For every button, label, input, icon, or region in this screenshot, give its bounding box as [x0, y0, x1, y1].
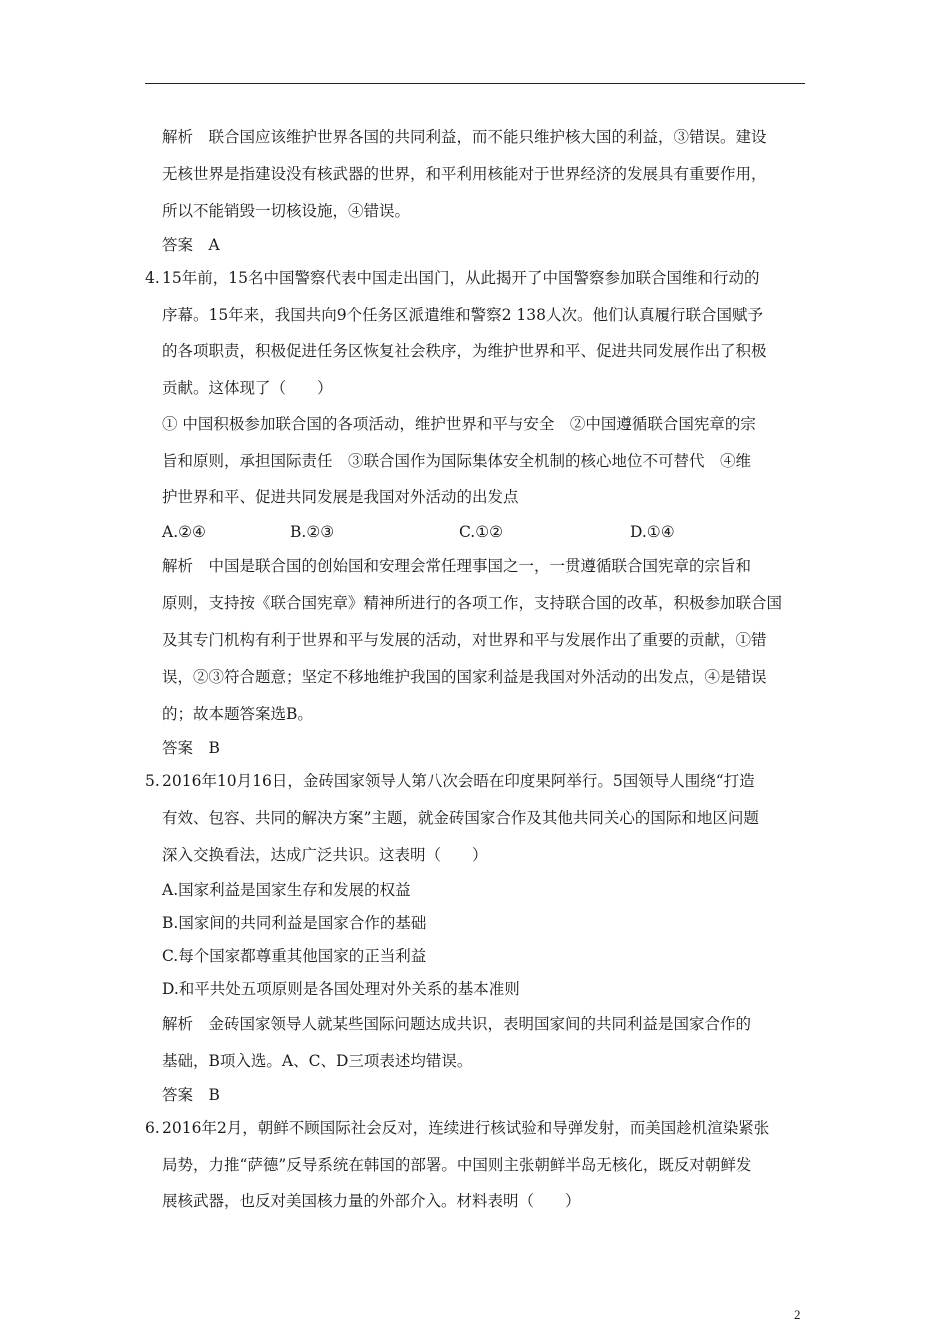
q4-statement-line-1: ① 中国积极参加联合国的各项活动，维护世界和平与安全 ②中国遵循联合国宪章的宗 [162, 415, 756, 433]
q4-statement-line-3: 护世界和平、促进共同发展是我国对外活动的出发点 [162, 488, 519, 506]
q4-statement-line-2: 旨和原则，承担国际责任 ③联合国作为国际集体安全机制的核心地位不可替代 ④维 [162, 452, 752, 470]
q4-stem-line-1: 15年前，15名中国警察代表中国走出国门，从此揭开了中国警察参加联合国维和行动的 [162, 269, 760, 287]
q4-stem-line-2: 序幕。15年来，我国共向9个任务区派遣维和警察2 138人次。他们认真履行联合国赋予 [162, 306, 763, 324]
q5-option-c: C.每个国家都尊重其他国家的正当利益 [162, 947, 427, 965]
q5-analysis-line-2: 基础，B项入选。A、C、D三项表述均错误。 [162, 1052, 473, 1070]
q3-analysis-line-1: 解析 联合国应该维护世界各国的共同利益，而不能只维护核大国的利益，③错误。建设 [162, 128, 767, 146]
q4-analysis-line-1: 解析 中国是联合国的创始国和安理会常任理事国之一，一贯遵循联合国宪章的宗旨和 [162, 557, 752, 575]
q4-option-c: C.①② [459, 523, 504, 541]
q4-stem-line-4: 贡献。这体现了（ ） [162, 379, 333, 397]
q6-number: 6. [145, 1119, 160, 1137]
q5-option-d: D.和平共处五项原则是各国处理对外关系的基本准则 [162, 980, 520, 998]
q5-number: 5. [145, 772, 160, 790]
q3-analysis-line-3: 所以不能销毁一切核设施，④错误。 [162, 202, 411, 220]
q4-option-b: B.②③ [290, 523, 335, 541]
q3-analysis-line-2: 无核世界是指建设没有核武器的世界，和平利用核能对于世界经济的发展具有重要作用， [162, 165, 767, 183]
q6-stem-line-1: 2016年2月，朝鲜不顾国际社会反对，连续进行核试验和导弹发射，而美国趁机渲染紧张 [162, 1119, 770, 1137]
q4-option-d: D.①④ [630, 523, 675, 541]
page-number: 2 [794, 1307, 801, 1322]
q4-analysis-line-5: 的；故本题答案选B。 [162, 705, 313, 723]
q4-stem-line-3: 的各项职责，积极促进任务区恢复社会秩序，为维护世界和平、促进共同发展作出了积极 [162, 342, 767, 360]
q4-analysis-line-4: 误，②③符合题意；坚定不移地维护我国的国家利益是我国对外活动的出发点，④是错误 [162, 668, 767, 686]
q5-analysis-line-1: 解析 金砖国家领导人就某些国际问题达成共识，表明国家间的共同利益是国家合作的 [162, 1015, 752, 1033]
q6-stem-line-2: 局势，力推“萨德”反导系统在韩国的部署。中国则主张朝鲜半岛无核化，既反对朝鲜发 [162, 1156, 752, 1174]
q5-answer: 答案 B [162, 1086, 220, 1104]
q4-number: 4. [145, 269, 160, 287]
q5-stem-line-3: 深入交换看法，达成广泛共识。这表明（ ） [162, 846, 488, 864]
header-rule [145, 83, 805, 84]
q4-analysis-line-2: 原则，支持按《联合国宪章》精神所进行的各项工作，支持联合国的改革，积极参加联合国 [162, 594, 783, 612]
q4-analysis-line-3: 及其专门机构有利于世界和平与发展的活动，对世界和平与发展作出了重要的贡献，①错 [162, 631, 767, 649]
q4-option-a: A.②④ [162, 523, 206, 541]
q6-stem-line-3: 展核武器，也反对美国核力量的外部介入。材料表明（ ） [162, 1192, 581, 1210]
q5-stem-line-2: 有效、包容、共同的解决方案”主题，就金砖国家合作及其他共同关心的国际和地区问题 [162, 809, 759, 827]
q5-option-a: A.国家利益是国家生存和发展的权益 [162, 881, 411, 899]
q5-stem-line-1: 2016年10月16日，金砖国家领导人第八次会晤在印度果阿举行。5国领导人围绕“打造 [162, 772, 755, 790]
q3-answer: 答案 A [162, 236, 220, 254]
q5-option-b: B.国家间的共同利益是国家合作的基础 [162, 914, 427, 932]
q4-answer: 答案 B [162, 739, 220, 757]
